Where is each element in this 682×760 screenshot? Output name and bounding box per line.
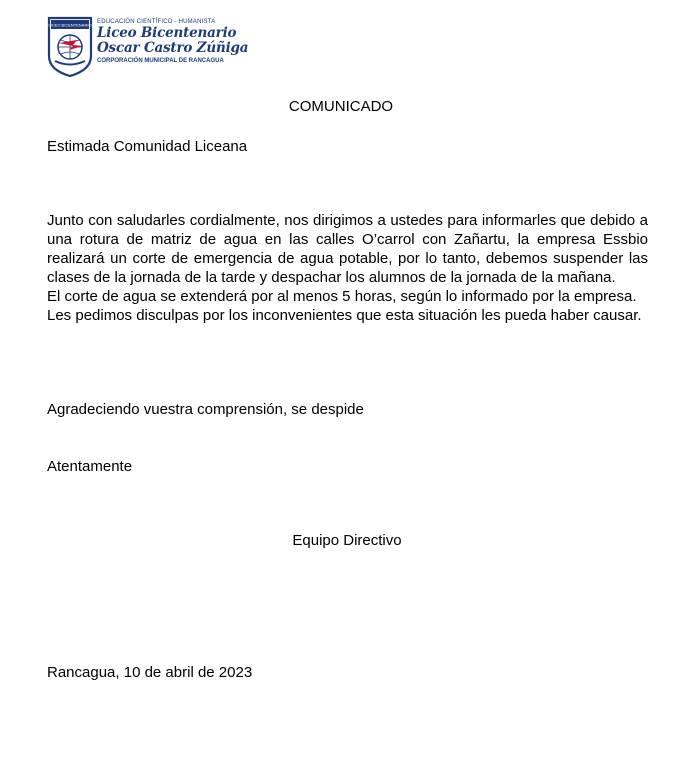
closing: Atentamente (47, 458, 133, 475)
document-title: COMUNICADO (288, 98, 394, 115)
closing-thanks: Agradeciendo vuestra comprensión, se despide (47, 401, 364, 418)
paragraph-1: Junto con saludarles cordialmente, nos dirigimos a ustedes para informarles que debido a una rotura de matriz de agua en las calles O’carrol con Zañartu, la empresa Essbio realizará un corte de emergencia de agua potable, por lo tanto, debemos suspender las clases de la jornada de la tarde y despachar los alumnos de la jornada de la mañana. (47, 212, 648, 286)
paragraph-3: Les pedimos disculpas por los inconvenientes que esta situación les pueda haber causar. (47, 307, 642, 324)
paragraph-2: El corte de agua se extenderá por al menos 5 horas, según lo informado por la empresa. (47, 288, 637, 305)
body-text (47, 211, 648, 325)
place-date: Rancagua, 10 de abril de 2023 (47, 664, 253, 681)
crest-small-text: LICEO BICENTENARIO (48, 22, 92, 28)
school-name-line2: Oscar Castro Zúñiga (97, 40, 249, 56)
salutation: Estimada Comunidad Liceana (47, 138, 248, 155)
letterhead-top-line: EDUCACIÓN CIENTÍFICO - HUMANISTA (97, 19, 216, 25)
school-name-line1: Liceo Bicentenario (97, 25, 237, 41)
school-crest-logo (47, 16, 93, 78)
signature: Equipo Directivo (292, 532, 402, 549)
letterhead (47, 16, 248, 78)
corporation-line: CORPORACIÓN MUNICIPAL DE RANCAGUA (97, 58, 224, 64)
